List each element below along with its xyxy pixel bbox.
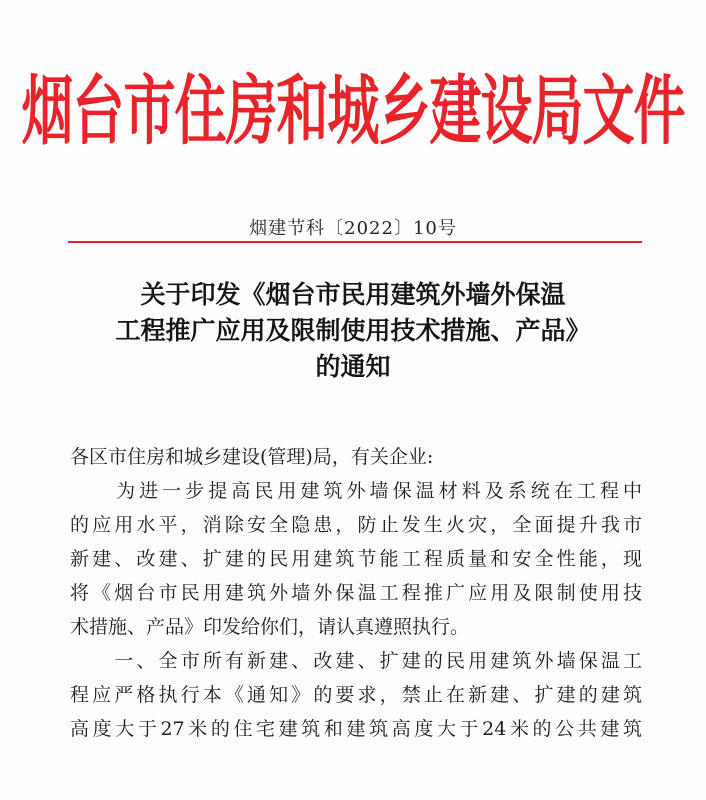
notice-title-line-3: 的通知 [315,352,391,381]
body-line-2: 的应用水平，消除安全隐患，防止发生火灾，全面提升我市 [70,514,642,536]
notice-title [40,277,666,385]
body-line-4: 将《烟台市民用建筑外墙外保温工程推广应用及限制使用技 [70,582,642,604]
body-line-8: 高度大于27米的住宅建筑和建筑高度大于24米的公共建筑 [70,718,642,740]
red-divider-rule [68,241,642,243]
document-number: 烟建节科〔2022〕10号 [249,218,457,239]
issuer-header-title: 烟台市住房和城乡建设局文件 [21,69,685,156]
body-line-3: 新建、改建、扩建的民用建筑节能工程质量和安全性能，现 [70,548,642,570]
notice-title-line-2: 工程推广应用及限制使用技术措施、产品》 [115,316,591,345]
addressee-line: 各区市住房和城乡建设(管理)局，有关企业: [70,446,434,468]
notice-title-line-1: 关于印发《烟台市民用建筑外墙外保温 [140,280,566,309]
notice-body [70,440,642,746]
body-line-1: 为进一步提高民用建筑外墙保温材料及系统在工程中 [70,480,642,502]
body-line-7: 程应严格执行本《通知》的要求，禁止在新建、扩建的建筑 [70,684,642,706]
body-line-5: 术措施、产品》印发给你们，请认真遵照执行。 [70,616,470,638]
body-line-6: 一、全市所有新建、改建、扩建的民用建筑外墙保温工 [70,650,642,672]
